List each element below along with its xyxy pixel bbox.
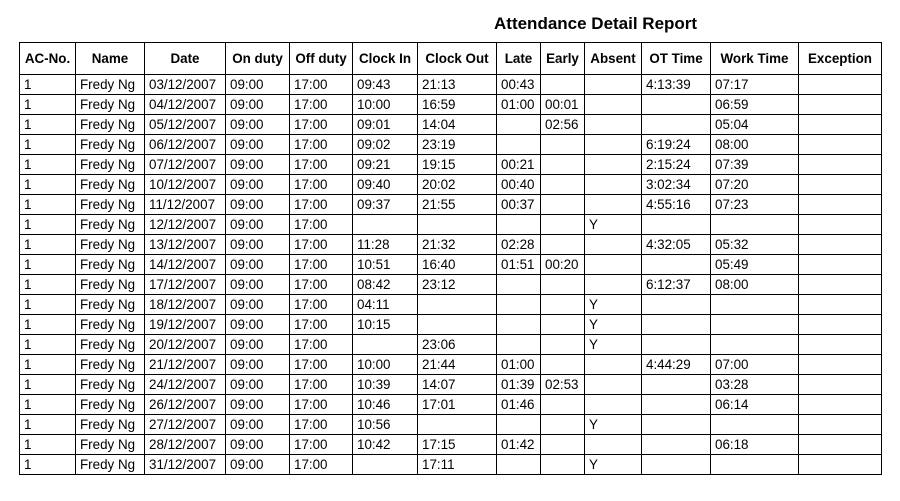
table-row [20, 455, 882, 475]
cell-work-time: 05:04 [711, 115, 799, 135]
cell-date: 18/12/2007 [145, 295, 226, 315]
cell-early [541, 355, 585, 375]
cell-clock-out: 23:06 [418, 335, 497, 355]
cell-work-time: 07:00 [711, 355, 799, 375]
cell-clock-out: 17:15 [418, 435, 497, 455]
cell-work-time: 06:18 [711, 435, 799, 455]
cell-ac-no: 1 [20, 455, 76, 475]
cell-off-duty: 17:00 [290, 195, 353, 215]
cell-date: 27/12/2007 [145, 415, 226, 435]
cell-exception [799, 315, 882, 335]
cell-off-duty: 17:00 [290, 235, 353, 255]
cell-clock-out: 23:19 [418, 135, 497, 155]
cell-late [497, 135, 541, 155]
column-header-date: Date [145, 43, 226, 75]
table-row [20, 255, 882, 275]
cell-date: 26/12/2007 [145, 395, 226, 415]
cell-clock-out [418, 215, 497, 235]
cell-work-time: 08:00 [711, 275, 799, 295]
cell-early [541, 235, 585, 255]
cell-exception [799, 435, 882, 455]
cell-off-duty: 17:00 [290, 275, 353, 295]
cell-absent: Y [585, 295, 642, 315]
cell-work-time: 03:28 [711, 375, 799, 395]
cell-late: 01:46 [497, 395, 541, 415]
cell-clock-in: 10:51 [353, 255, 418, 275]
cell-on-duty: 09:00 [226, 115, 290, 135]
cell-on-duty: 09:00 [226, 235, 290, 255]
cell-clock-in: 10:56 [353, 415, 418, 435]
cell-early [541, 275, 585, 295]
cell-off-duty: 17:00 [290, 455, 353, 475]
cell-name: Fredy Ng [76, 355, 145, 375]
cell-date: 03/12/2007 [145, 75, 226, 95]
cell-off-duty: 17:00 [290, 335, 353, 355]
cell-name: Fredy Ng [76, 135, 145, 155]
cell-ac-no: 1 [20, 235, 76, 255]
cell-clock-in: 10:39 [353, 375, 418, 395]
cell-ac-no: 1 [20, 75, 76, 95]
cell-ot-time: 4:13:39 [642, 75, 711, 95]
table-header [20, 43, 882, 75]
cell-absent [585, 195, 642, 215]
cell-ac-no: 1 [20, 295, 76, 315]
cell-name: Fredy Ng [76, 335, 145, 355]
table-row [20, 155, 882, 175]
cell-ot-time: 6:12:37 [642, 275, 711, 295]
attendance-table [19, 42, 882, 475]
cell-exception [799, 115, 882, 135]
cell-absent [585, 355, 642, 375]
cell-on-duty: 09:00 [226, 295, 290, 315]
cell-work-time [711, 215, 799, 235]
cell-clock-in: 09:37 [353, 195, 418, 215]
cell-ot-time [642, 255, 711, 275]
cell-name: Fredy Ng [76, 195, 145, 215]
cell-on-duty: 09:00 [226, 375, 290, 395]
cell-exception [799, 375, 882, 395]
cell-exception [799, 455, 882, 475]
cell-early [541, 455, 585, 475]
cell-early [541, 175, 585, 195]
cell-late [497, 335, 541, 355]
cell-clock-out: 21:44 [418, 355, 497, 375]
cell-name: Fredy Ng [76, 235, 145, 255]
table-row [20, 355, 882, 375]
cell-ac-no: 1 [20, 395, 76, 415]
cell-ot-time: 6:19:24 [642, 135, 711, 155]
cell-name: Fredy Ng [76, 375, 145, 395]
cell-clock-in: 09:40 [353, 175, 418, 195]
cell-work-time: 05:49 [711, 255, 799, 275]
cell-early: 02:56 [541, 115, 585, 135]
cell-name: Fredy Ng [76, 435, 145, 455]
cell-clock-in: 09:01 [353, 115, 418, 135]
cell-clock-out: 16:40 [418, 255, 497, 275]
cell-ac-no: 1 [20, 255, 76, 275]
cell-early [541, 395, 585, 415]
cell-date: 12/12/2007 [145, 215, 226, 235]
cell-on-duty: 09:00 [226, 95, 290, 115]
cell-work-time [711, 335, 799, 355]
cell-name: Fredy Ng [76, 295, 145, 315]
cell-date: 11/12/2007 [145, 195, 226, 215]
cell-exception [799, 335, 882, 355]
cell-work-time [711, 295, 799, 315]
cell-name: Fredy Ng [76, 255, 145, 275]
cell-exception [799, 135, 882, 155]
table-row [20, 215, 882, 235]
cell-clock-in: 10:42 [353, 435, 418, 455]
cell-name: Fredy Ng [76, 75, 145, 95]
cell-absent: Y [585, 315, 642, 335]
cell-ac-no: 1 [20, 115, 76, 135]
table-body [20, 75, 882, 475]
cell-ot-time: 4:32:05 [642, 235, 711, 255]
cell-ac-no: 1 [20, 415, 76, 435]
cell-off-duty: 17:00 [290, 115, 353, 135]
cell-early [541, 315, 585, 335]
cell-absent: Y [585, 415, 642, 435]
cell-late [497, 415, 541, 435]
table-row [20, 295, 882, 315]
cell-late: 01:39 [497, 375, 541, 395]
cell-off-duty: 17:00 [290, 95, 353, 115]
cell-late [497, 115, 541, 135]
cell-late [497, 295, 541, 315]
cell-absent [585, 375, 642, 395]
cell-late: 00:40 [497, 175, 541, 195]
cell-work-time [711, 415, 799, 435]
cell-clock-in: 11:28 [353, 235, 418, 255]
cell-work-time: 07:39 [711, 155, 799, 175]
cell-absent [585, 275, 642, 295]
column-header-work-time: Work Time [711, 43, 799, 75]
cell-date: 14/12/2007 [145, 255, 226, 275]
cell-ot-time [642, 335, 711, 355]
column-header-ot-time: OT Time [642, 43, 711, 75]
cell-date: 10/12/2007 [145, 175, 226, 195]
cell-off-duty: 17:00 [290, 175, 353, 195]
cell-early [541, 215, 585, 235]
cell-absent [585, 135, 642, 155]
cell-clock-in: 08:42 [353, 275, 418, 295]
cell-early [541, 135, 585, 155]
cell-absent: Y [585, 215, 642, 235]
cell-off-duty: 17:00 [290, 435, 353, 455]
header-row [20, 43, 882, 75]
cell-ac-no: 1 [20, 155, 76, 175]
cell-clock-out: 21:13 [418, 75, 497, 95]
table-row [20, 435, 882, 455]
cell-absent [585, 175, 642, 195]
cell-on-duty: 09:00 [226, 415, 290, 435]
cell-ac-no: 1 [20, 355, 76, 375]
cell-clock-in: 04:11 [353, 295, 418, 315]
cell-early [541, 155, 585, 175]
cell-late: 00:21 [497, 155, 541, 175]
cell-ot-time [642, 315, 711, 335]
cell-on-duty: 09:00 [226, 195, 290, 215]
cell-clock-out: 20:02 [418, 175, 497, 195]
table-row [20, 395, 882, 415]
cell-clock-out: 23:12 [418, 275, 497, 295]
cell-off-duty: 17:00 [290, 315, 353, 335]
cell-early: 02:53 [541, 375, 585, 395]
column-header-on-duty: On duty [226, 43, 290, 75]
table-row [20, 315, 882, 335]
cell-name: Fredy Ng [76, 215, 145, 235]
cell-clock-out [418, 315, 497, 335]
cell-clock-in: 09:21 [353, 155, 418, 175]
column-header-exception: Exception [799, 43, 882, 75]
column-header-absent: Absent [585, 43, 642, 75]
cell-absent: Y [585, 455, 642, 475]
table-row [20, 115, 882, 135]
column-header-off-duty: Off duty [290, 43, 353, 75]
cell-ot-time: 4:44:29 [642, 355, 711, 375]
column-header-ac-no: AC-No. [20, 43, 76, 75]
cell-ac-no: 1 [20, 335, 76, 355]
cell-on-duty: 09:00 [226, 315, 290, 335]
cell-on-duty: 09:00 [226, 275, 290, 295]
cell-absent [585, 75, 642, 95]
cell-ac-no: 1 [20, 175, 76, 195]
cell-clock-in [353, 335, 418, 355]
cell-date: 05/12/2007 [145, 115, 226, 135]
cell-name: Fredy Ng [76, 155, 145, 175]
cell-absent: Y [585, 335, 642, 355]
cell-clock-in: 10:00 [353, 95, 418, 115]
cell-early [541, 195, 585, 215]
cell-ac-no: 1 [20, 95, 76, 115]
cell-exception [799, 255, 882, 275]
table-row [20, 335, 882, 355]
cell-late: 02:28 [497, 235, 541, 255]
table-row [20, 75, 882, 95]
table-row [20, 95, 882, 115]
cell-work-time: 06:14 [711, 395, 799, 415]
cell-date: 31/12/2007 [145, 455, 226, 475]
cell-late: 00:43 [497, 75, 541, 95]
cell-name: Fredy Ng [76, 95, 145, 115]
cell-absent [585, 395, 642, 415]
cell-clock-in: 10:46 [353, 395, 418, 415]
cell-date: 20/12/2007 [145, 335, 226, 355]
cell-on-duty: 09:00 [226, 135, 290, 155]
cell-late: 00:37 [497, 195, 541, 215]
cell-clock-out [418, 295, 497, 315]
cell-exception [799, 415, 882, 435]
cell-on-duty: 09:00 [226, 435, 290, 455]
cell-exception [799, 355, 882, 375]
cell-clock-out: 14:04 [418, 115, 497, 135]
table-row [20, 415, 882, 435]
cell-ot-time [642, 215, 711, 235]
cell-ot-time [642, 115, 711, 135]
cell-clock-in: 09:02 [353, 135, 418, 155]
cell-on-duty: 09:00 [226, 175, 290, 195]
cell-date: 24/12/2007 [145, 375, 226, 395]
cell-on-duty: 09:00 [226, 255, 290, 275]
cell-late [497, 215, 541, 235]
cell-name: Fredy Ng [76, 275, 145, 295]
table-row [20, 375, 882, 395]
cell-on-duty: 09:00 [226, 75, 290, 95]
column-header-late: Late [497, 43, 541, 75]
cell-ot-time [642, 375, 711, 395]
cell-off-duty: 17:00 [290, 215, 353, 235]
cell-clock-in [353, 455, 418, 475]
cell-ot-time [642, 435, 711, 455]
cell-early [541, 295, 585, 315]
cell-ot-time [642, 95, 711, 115]
cell-work-time: 05:32 [711, 235, 799, 255]
cell-off-duty: 17:00 [290, 135, 353, 155]
table-row [20, 275, 882, 295]
cell-absent [585, 95, 642, 115]
cell-late: 01:51 [497, 255, 541, 275]
cell-exception [799, 275, 882, 295]
cell-exception [799, 155, 882, 175]
cell-clock-out: 17:01 [418, 395, 497, 415]
table-row [20, 135, 882, 155]
cell-early [541, 75, 585, 95]
cell-on-duty: 09:00 [226, 355, 290, 375]
cell-clock-in [353, 215, 418, 235]
cell-work-time [711, 455, 799, 475]
cell-off-duty: 17:00 [290, 295, 353, 315]
cell-ot-time [642, 415, 711, 435]
cell-ac-no: 1 [20, 135, 76, 155]
cell-clock-out: 21:32 [418, 235, 497, 255]
column-header-clock-in: Clock In [353, 43, 418, 75]
cell-name: Fredy Ng [76, 455, 145, 475]
table-row [20, 235, 882, 255]
cell-late: 01:00 [497, 355, 541, 375]
cell-late: 01:00 [497, 95, 541, 115]
table-row [20, 175, 882, 195]
cell-name: Fredy Ng [76, 415, 145, 435]
cell-date: 21/12/2007 [145, 355, 226, 375]
table-row [20, 195, 882, 215]
cell-clock-out: 17:11 [418, 455, 497, 475]
cell-early [541, 335, 585, 355]
cell-exception [799, 175, 882, 195]
cell-off-duty: 17:00 [290, 415, 353, 435]
cell-exception [799, 195, 882, 215]
column-header-clock-out: Clock Out [418, 43, 497, 75]
column-header-name: Name [76, 43, 145, 75]
cell-ac-no: 1 [20, 435, 76, 455]
cell-early: 00:20 [541, 255, 585, 275]
cell-exception [799, 395, 882, 415]
cell-on-duty: 09:00 [226, 155, 290, 175]
cell-work-time: 07:17 [711, 75, 799, 95]
cell-work-time: 07:23 [711, 195, 799, 215]
cell-absent [585, 155, 642, 175]
cell-exception [799, 235, 882, 255]
cell-ac-no: 1 [20, 315, 76, 335]
cell-on-duty: 09:00 [226, 215, 290, 235]
cell-off-duty: 17:00 [290, 75, 353, 95]
cell-work-time: 08:00 [711, 135, 799, 155]
cell-date: 04/12/2007 [145, 95, 226, 115]
cell-late [497, 275, 541, 295]
cell-absent [585, 115, 642, 135]
cell-absent [585, 235, 642, 255]
cell-off-duty: 17:00 [290, 395, 353, 415]
cell-date: 17/12/2007 [145, 275, 226, 295]
cell-clock-in: 10:15 [353, 315, 418, 335]
cell-late [497, 455, 541, 475]
cell-name: Fredy Ng [76, 315, 145, 335]
cell-absent [585, 435, 642, 455]
cell-early [541, 415, 585, 435]
cell-off-duty: 17:00 [290, 375, 353, 395]
cell-ot-time [642, 455, 711, 475]
cell-date: 19/12/2007 [145, 315, 226, 335]
column-header-early: Early [541, 43, 585, 75]
report-title: Attendance Detail Report [494, 14, 698, 33]
cell-clock-out [418, 415, 497, 435]
cell-early: 00:01 [541, 95, 585, 115]
cell-off-duty: 17:00 [290, 355, 353, 375]
cell-ac-no: 1 [20, 195, 76, 215]
cell-exception [799, 95, 882, 115]
cell-late [497, 315, 541, 335]
cell-ac-no: 1 [20, 375, 76, 395]
cell-ot-time [642, 395, 711, 415]
cell-date: 28/12/2007 [145, 435, 226, 455]
cell-work-time: 07:20 [711, 175, 799, 195]
cell-exception [799, 295, 882, 315]
cell-on-duty: 09:00 [226, 335, 290, 355]
cell-early [541, 435, 585, 455]
cell-work-time: 06:59 [711, 95, 799, 115]
cell-late: 01:42 [497, 435, 541, 455]
cell-on-duty: 09:00 [226, 395, 290, 415]
cell-off-duty: 17:00 [290, 155, 353, 175]
cell-name: Fredy Ng [76, 115, 145, 135]
cell-work-time [711, 315, 799, 335]
cell-exception [799, 75, 882, 95]
cell-ac-no: 1 [20, 275, 76, 295]
cell-ac-no: 1 [20, 215, 76, 235]
cell-clock-out: 14:07 [418, 375, 497, 395]
cell-ot-time: 4:55:16 [642, 195, 711, 215]
cell-date: 13/12/2007 [145, 235, 226, 255]
cell-date: 06/12/2007 [145, 135, 226, 155]
cell-date: 07/12/2007 [145, 155, 226, 175]
cell-clock-out: 19:15 [418, 155, 497, 175]
cell-exception [799, 215, 882, 235]
cell-clock-out: 21:55 [418, 195, 497, 215]
cell-ot-time: 3:02:34 [642, 175, 711, 195]
cell-off-duty: 17:00 [290, 255, 353, 275]
cell-clock-in: 10:00 [353, 355, 418, 375]
cell-ot-time: 2:15:24 [642, 155, 711, 175]
cell-ot-time [642, 295, 711, 315]
cell-name: Fredy Ng [76, 175, 145, 195]
cell-clock-out: 16:59 [418, 95, 497, 115]
cell-on-duty: 09:00 [226, 455, 290, 475]
cell-absent [585, 255, 642, 275]
cell-clock-in: 09:43 [353, 75, 418, 95]
cell-name: Fredy Ng [76, 395, 145, 415]
